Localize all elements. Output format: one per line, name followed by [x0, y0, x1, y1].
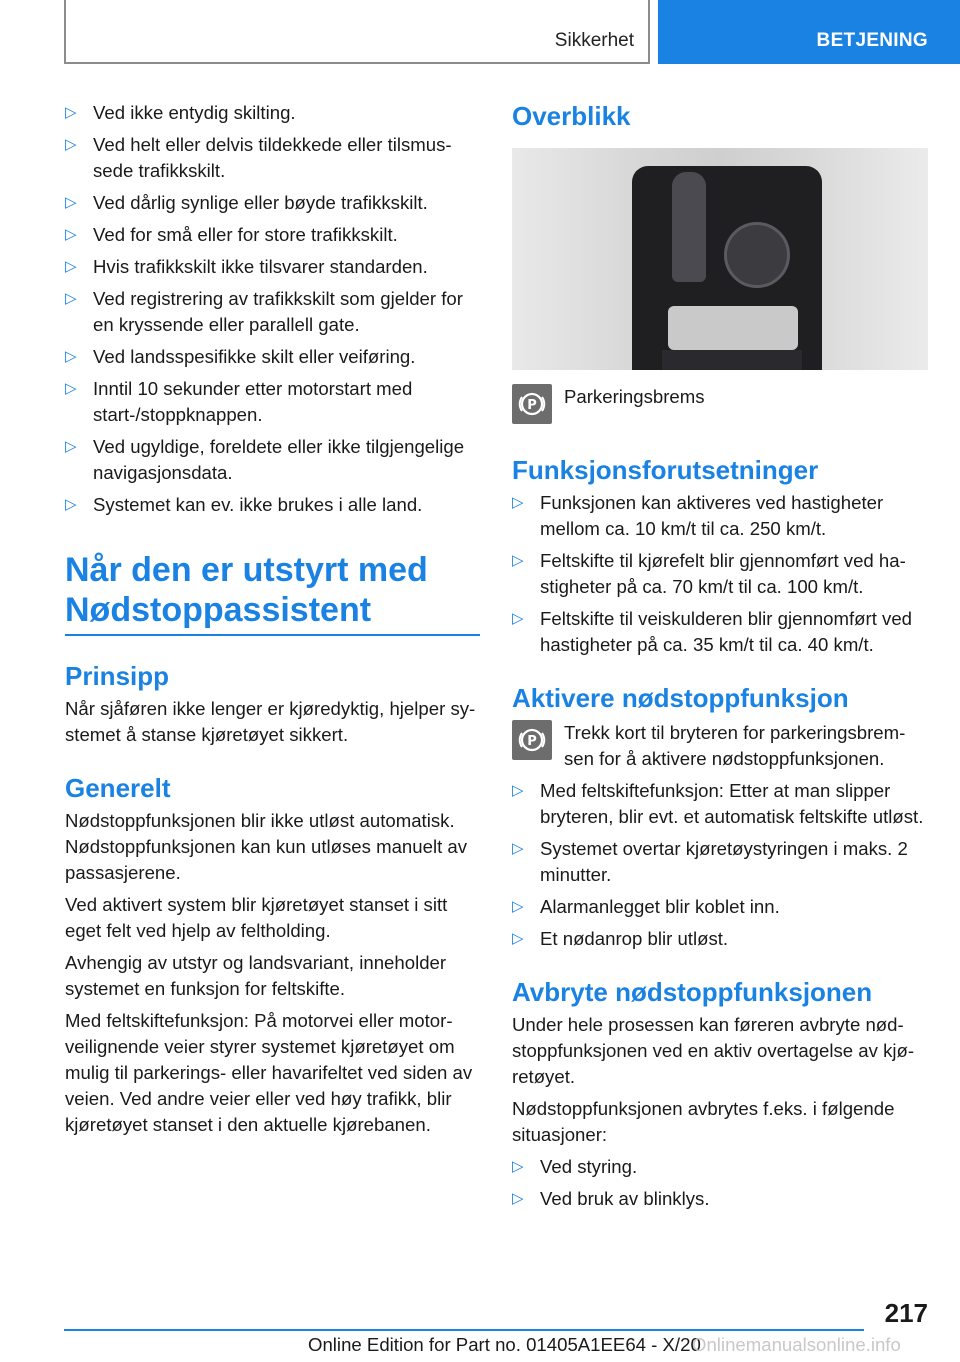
svg-text:P: P	[527, 398, 537, 413]
list-item: ▷ Ved registrering av trafikkskilt som gjelder for en kryssende eller parallell gate.	[65, 288, 463, 335]
footer-watermark: Onlinemanualsonline.info	[692, 1334, 901, 1355]
list-item: ▷ Med feltskiftefunksjon: Etter at man slipper bryteren, blir evt. et automatisk feltskifte utløst.	[512, 780, 924, 827]
activation-effects-list	[512, 778, 928, 952]
generelt-heading: Generelt	[65, 773, 171, 803]
triangle-bullet-icon: ▷	[65, 104, 77, 121]
list-item: ▷ Ved ikke entydig skilting.	[65, 100, 480, 126]
list-item: ▷ Funksjonen kan aktiveres ved hastigheter mellom ca. 10 km/t til ca. 250 km/t.	[512, 492, 884, 539]
overblikk-heading: Overblikk	[512, 101, 631, 131]
triangle-bullet-icon: ▷	[65, 438, 77, 455]
triangle-bullet-icon: ▷	[65, 290, 77, 307]
parking-brake-icon	[512, 384, 552, 424]
triangle-bullet-icon: ▷	[512, 782, 524, 799]
triangle-bullet-icon: ▷	[65, 348, 77, 365]
list-item: ▷ Systemet overtar kjøretøystyringen i maks. 2 minutter.	[512, 838, 908, 885]
list-item: ▷ Ved helt eller delvis tildekkede eller tilsmussede trafikkskilt.	[65, 134, 452, 181]
list-item: ▷ Ved bruk av blinklys.	[512, 1186, 928, 1212]
triangle-bullet-icon: ▷	[65, 258, 77, 275]
parking-brake-row	[512, 384, 928, 430]
generelt-paragraph: Ved aktivert system blir kjøretøyet stanset i sitt eget felt ved hjelp av feltholding.	[65, 894, 448, 941]
list-item: ▷ Systemet kan ev. ikke brukes i alle land.	[65, 492, 480, 518]
header-chapter-tab[interactable]	[658, 0, 960, 64]
triangle-bullet-icon: ▷	[65, 226, 77, 243]
parking-brake-label: Parkeringsbrems	[564, 386, 705, 407]
list-item: ▷ Feltskifte til kjørefelt blir gjennomført ved hastigheter på ca. 70 km/t til ca. 100 km/t.	[512, 550, 906, 597]
footer-edition: Online Edition for Part no. 01405A1EE64 - X/20	[308, 1334, 701, 1355]
gear-selector	[672, 172, 706, 282]
list-item: ▷ Alarmanlegget blir koblet inn.	[512, 894, 928, 920]
page-number: 217	[884, 1298, 928, 1328]
list-item: ▷ Feltskifte til veiskulderen blir gjennomført ved hastigheter på ca. 35 km/t til ca. 40 km/t.	[512, 608, 913, 655]
generelt-paragraph: Avhengig av utstyr og landsvariant, inneholder systemet en funksjon for feltskifte.	[65, 952, 447, 999]
triangle-bullet-icon: ▷	[512, 610, 524, 627]
triangle-bullet-icon: ▷	[512, 1158, 524, 1175]
header-section-title: Sikkerhet	[554, 30, 634, 51]
list-item: ▷ Ved ugyldige, foreldete eller ikke tilgjengelige navigasjonsdata.	[65, 436, 465, 483]
triangle-bullet-icon: ▷	[65, 380, 77, 397]
triangle-bullet-icon: ▷	[65, 136, 77, 153]
idrive-controller	[724, 222, 790, 288]
triangle-bullet-icon: ▷	[512, 494, 524, 511]
generelt-paragraph: Nødstoppfunksjonen blir ikke utløst automatisk. Nødstoppfunksjonen kan kun utløses manuelt av passasjerene.	[65, 810, 468, 883]
requirements-list	[512, 490, 928, 658]
header-section-box	[64, 0, 650, 64]
list-item: ▷ Ved dårlig synlige eller bøyde trafikkskilt.	[65, 190, 480, 216]
svg-text:P: P	[527, 734, 537, 749]
list-item: ▷ Ved for små eller for store trafikkskilt.	[65, 222, 480, 248]
header-chapter-label: BETJENING	[816, 30, 928, 51]
avbryte-heading: Avbryte nødstoppfunksjonen	[512, 977, 873, 1007]
funksjonsforutsetninger-heading: Funksjonsforutsetninger	[512, 455, 819, 485]
triangle-bullet-icon: ▷	[512, 930, 524, 947]
generelt-paragraph: Med feltskiftefunksjon: På motorvei eller motorveilignende veier styrer systemet kjøretøyet om mulig til parkerings- eller havarifeltet ved siden av veien. Ved andre veier eller ved høy trafikk, blir kjøretøyet stanset i den aktuelle kjørebanen.	[65, 1010, 473, 1135]
triangle-bullet-icon: ▷	[65, 194, 77, 211]
triangle-bullet-icon: ▷	[512, 840, 524, 857]
limitations-list	[65, 100, 480, 518]
console-recess	[668, 306, 798, 350]
avbryte-paragraph: Under hele prosessen kan føreren avbryte nødstoppfunksjonen ved en aktiv overtagelse av kjøretøyet.	[512, 1014, 915, 1087]
triangle-bullet-icon: ▷	[512, 1190, 524, 1207]
chapter-heading: Når den er utstyrt med Nødstoppassistent	[65, 550, 480, 636]
console-button-strip	[662, 350, 802, 370]
prinsipp-text: Når sjåføren ikke lenger er kjøredyktig, hjelper systemet å stanse kjøretøyet sikkert.	[65, 698, 476, 745]
list-item: ▷ Ved landsspesifikke skilt eller veiføring.	[65, 344, 480, 370]
footer-rule	[64, 1329, 864, 1331]
list-item: ▷ Inntil 10 sekunder etter motorstart med start-/stoppknappen.	[65, 378, 413, 425]
list-item: ▷ Hvis trafikkskilt ikke tilsvarer standarden.	[65, 254, 480, 280]
triangle-bullet-icon: ▷	[65, 496, 77, 513]
activate-instruction: Trekk kort til bryteren for parkeringsbremsen for å aktivere nødstoppfunksjonen.	[564, 722, 906, 769]
left-column	[65, 100, 480, 1144]
list-item: ▷ Ved styring.	[512, 1154, 928, 1180]
activate-row	[512, 720, 928, 772]
aktivere-heading: Aktivere nødstoppfunksjon	[512, 683, 849, 713]
parking-brake-icon	[512, 720, 552, 760]
triangle-bullet-icon: ▷	[512, 552, 524, 569]
cancel-situations-list	[512, 1154, 928, 1212]
console-panel	[632, 166, 822, 370]
avbryte-paragraph: Nødstoppfunksjonen avbrytes f.eks. i følgende situasjoner:	[512, 1098, 895, 1145]
center-console-photo	[512, 148, 928, 370]
list-item: ▷ Et nødanrop blir utløst.	[512, 926, 928, 952]
prinsipp-heading: Prinsipp	[65, 661, 170, 691]
right-column	[512, 100, 928, 1218]
triangle-bullet-icon: ▷	[512, 898, 524, 915]
